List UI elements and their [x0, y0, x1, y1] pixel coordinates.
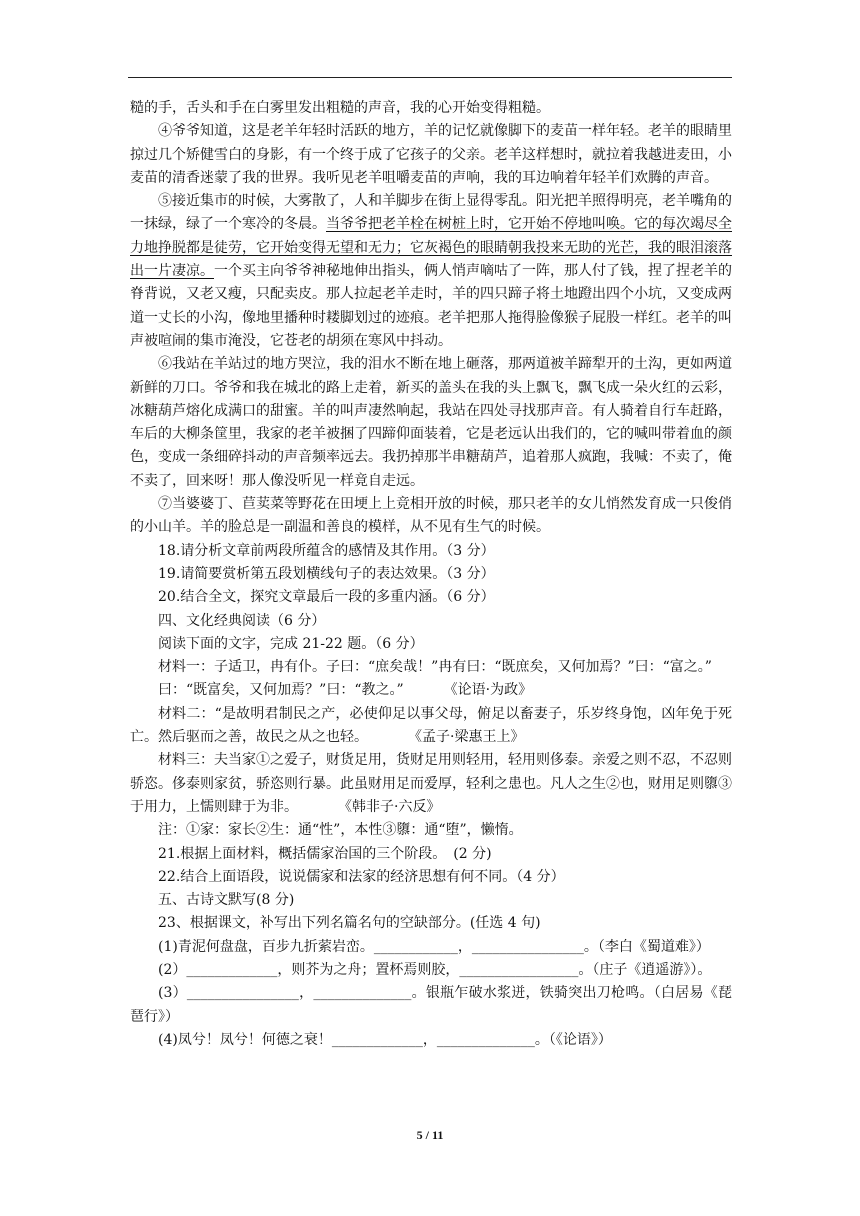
material-1-continued [130, 679, 732, 702]
fill-blank-1: (1)青泥何盘盘，百步九折萦岩峦。____________，________________。（李白《蜀道难》） [158, 938, 710, 955]
document-body [130, 97, 732, 1052]
section-4-heading: 四、文化经典阅读（6 分） [158, 612, 326, 629]
question-19: 19.请简要赏析第五段划横线句子的表达效果。（3 分） [158, 565, 495, 582]
section-5-heading: 五、古诗文默写(8 分) [158, 892, 295, 909]
question-23: 23、根据课文，补写出下列名篇名句的空缺部分。(任选 4 句) [158, 915, 541, 932]
paragraph-6: ⑥我站在羊站过的地方哭泣，我的泪水不断在地上砸落，那两道被羊蹄犁开的土沟，更如两道新鲜的刀口。爷爷和我在城北的路上走着，新买的盖头在我的头上飘飞，飘飞成一朵火红的云彩，冰糖葫芦熔化成满口的甜蜜。羊的叫声凄然响起，我站在四处寻找那声音。有人骑着自行车赶路，车后的大柳条筐里，我家的老羊被捆了四蹄仰面装着，它是老远认出我们的，它的喊叫带着血的颜色，变成一条细碎抖动的声音频率远去。我扔掉那半串糖葫芦，追着那人疯跑，我喊：不卖了，俺不卖了，回来呀！那人像没听见一样竟自走远。 [130, 356, 732, 489]
question-22: 22.结合上面语段，说说儒家和法家的经济思想有何不同。（4 分） [158, 868, 565, 885]
material-2-source: 《孟子·梁惠王上》 [408, 729, 525, 746]
material-1: 材料一：子适卫，冉有仆。子曰：“庶矣哉！”冉有曰：“既庶矣，又何加焉？”曰：“富之。” [158, 659, 712, 676]
paragraph-5 [130, 190, 732, 353]
material-1-source: 《论语·为政》 [443, 682, 533, 699]
material-3 [130, 749, 732, 819]
underlined-sentence: 当爷爷把老羊栓在树桩上时，它开始不停地叫唤。它的每次竭尽全力地挣脱都是徒劳，它开始变得无望和无力；它灰褐色的眼睛朝我投来无助的光芒，我的眼泪滚落出一片凄凉。 [130, 216, 732, 280]
fill-blank-2: (2）_____________，则芥为之舟；置杯焉则胶，_________________。（庄子《逍遥游》）。 [158, 961, 712, 978]
material-2-text: 材料二：“是故明君制民之产，必使仰足以事父母，俯足以畜妻子，乐岁终身饱，凶年免于死亡。然后驱而之善，故民之从之也轻。 [130, 705, 732, 746]
annotation-note: 注：①家：家长②生：通“性”，本性③隳：通“堕”，懒惰。 [158, 822, 523, 839]
fill-blank-4: (4)凤兮！凤兮！何德之衰！_____________，______________。（《论语》） [158, 1031, 612, 1048]
section-4-intro: 阅读下面的文字，完成 21-22 题。（6 分） [158, 635, 424, 652]
header-rule [128, 77, 732, 78]
paragraph-5-end: 一个买主向爷爷神秘地伸出指头，俩人悄声嘀咕了一阵，那人付了钱，捏了捏老羊的脊背说，又老又瘦，只配卖皮。那人拉起老羊走时，羊的四只蹄子将土地蹬出四个小坑，又变成两道一丈长的小沟，像地里播种时耧脚划过的迹痕。老羊把那人拖得脸像猴子屁股一样红。老羊的叫声被喧闹的集市淹没，它苍老的胡须在寒风中抖动。 [130, 263, 732, 349]
paragraph-7: ⑦当婆婆丁、苣荬菜等野花在田埂上上竞相开放的时候，那只老羊的女儿悄然发育成一只俊俏的小山羊。羊的脸总是一副温和善良的模样，从不见有生气的时候。 [130, 496, 732, 536]
question-21: 21.根据上面材料，概括儒家治国的三个阶段。 (2 分) [158, 845, 492, 862]
material-2 [130, 703, 732, 750]
paragraph-5-start: ⑤接近集市的时候，大雾散了，人和羊脚步在街上显得零乱。阳光把羊照得明亮，老羊嘴角的一抹绿，绿了一个寒冷的冬晨。 [130, 193, 732, 233]
material-3-source: 《韩非子·六反》 [338, 798, 441, 815]
material-3-text: 材料三：夫当家①之爱子，财货足用，货财足用则轻用，轻用则侈泰。亲爱之则不忍，不忍则骄恣。侈泰则家贫，骄恣则行暴。此虽财用足而爱厚，轻利之患也。凡人之生②也，财用足则隳③于用力，上懦则肆于为非。 [130, 752, 732, 815]
fill-blank-3: (3）________________，______________。银瓶乍破水浆迸，铁骑突出刀枪鸣。（白居易《琵琶行》） [130, 985, 732, 1025]
question-20: 20.结合全文，探究文章最后一段的多重内涵。（6 分） [158, 589, 495, 606]
question-18: 18.请分析文章前两段所蕴含的感情及其作用。（3 分） [158, 542, 495, 559]
paragraph-4: ④爷爷知道，这是老羊年轻时活跃的地方，羊的记忆就像脚下的麦苗一样年轻。老羊的眼睛里掠过几个矫健雪白的身影，有一个终于成了它孩子的父亲。老羊这样想时，就拉着我越进麦田，小麦苗的清香迷蒙了我的世界。我听见老羊咀嚼麦苗的声响，我的耳边响着年轻羊们欢腾的声音。 [130, 123, 732, 186]
paragraph-continued: 糙的手，舌头和手在白雾里发出粗糙的声音，我的心开始变得粗糙。 [130, 100, 550, 116]
material-1-text: 曰：“既富矣，又何加焉？”曰：“教之。” [158, 682, 404, 699]
page-number: 5 / 11 [416, 1128, 444, 1142]
